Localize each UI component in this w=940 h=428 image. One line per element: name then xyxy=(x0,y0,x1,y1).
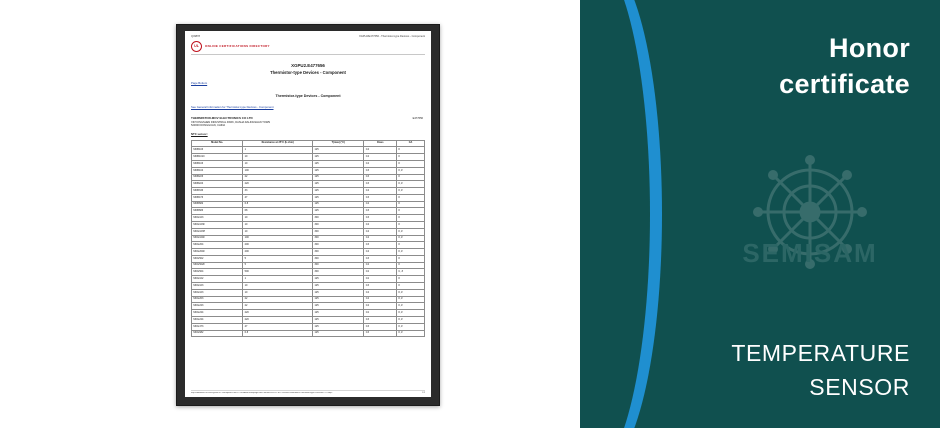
table-cell: # xyxy=(397,242,425,249)
table-cell: C3 xyxy=(364,181,397,188)
table-cell: C4 xyxy=(364,289,397,296)
table-cell: C4 xyxy=(364,296,397,303)
table-cell: 125 xyxy=(313,316,364,323)
table-cell: 300 xyxy=(313,222,364,229)
table-cell: C3 xyxy=(364,242,397,249)
table-cell: MNG203 xyxy=(192,296,243,303)
table-cell: 10 xyxy=(243,283,313,290)
section-heading: Thermistor-type Devices - Component xyxy=(275,93,341,98)
footer-page-number: 1/2 xyxy=(422,392,425,395)
table-cell: 125 xyxy=(313,303,364,310)
table-cell: 6.8 xyxy=(243,330,313,337)
table-row xyxy=(192,255,425,262)
table-cell: 300 xyxy=(313,269,364,276)
table-cell: 10 xyxy=(243,289,313,296)
table-cell: MNB223 xyxy=(192,174,243,181)
table-cell: #, # xyxy=(397,188,425,195)
table-cell: # xyxy=(397,154,425,161)
table-cell: 220 xyxy=(243,181,313,188)
table-cell: C4 xyxy=(364,188,397,195)
table-cell: MNG104F xyxy=(192,235,243,242)
honor-title-line1: Honor xyxy=(829,33,910,63)
document-page xyxy=(185,31,431,397)
ship-wheel-icon xyxy=(700,150,920,300)
table-cell: 125 xyxy=(313,174,364,181)
footer-url: http://database.ul.com/cgi-bin/XYV/template/LISEXT/1FRAME/showpage.html?name=XGPU2.E477656&ccnshorttitle=Thermistor-type+Devices+-+Comp... xyxy=(191,392,334,395)
table-cell: MNB103 xyxy=(192,147,243,154)
table-row xyxy=(192,242,425,249)
table-cell: 125 xyxy=(313,194,364,201)
table-cell: #, # xyxy=(397,167,425,174)
table-cell: 68 xyxy=(243,208,313,215)
table-cell: 22 xyxy=(243,303,313,310)
table-cell: MNG204 xyxy=(192,242,243,249)
table-cell: 10 xyxy=(243,215,313,222)
table-row xyxy=(192,181,425,188)
table-row xyxy=(192,160,425,167)
table-cell: 300 xyxy=(313,242,364,249)
table-cell: C4 xyxy=(364,303,397,310)
document-frame xyxy=(176,24,440,406)
column-header-tmax: T(max) (°C) xyxy=(313,140,364,147)
table-row xyxy=(192,188,425,195)
table-cell: C4 xyxy=(364,201,397,208)
table-cell: 300 xyxy=(313,249,364,256)
table-cell: 125 xyxy=(313,160,364,167)
table-row xyxy=(192,208,425,215)
table-cell: 300 xyxy=(313,215,364,222)
table-cell: 47 xyxy=(243,194,313,201)
right-teal-panel xyxy=(580,0,940,428)
table-row xyxy=(192,310,425,317)
table-cell: 125 xyxy=(313,188,364,195)
table-row xyxy=(192,194,425,201)
table-cell: 125 xyxy=(313,201,364,208)
table-cell: #, # xyxy=(397,303,425,310)
table-cell: # xyxy=(397,222,425,229)
table-cell: C4 xyxy=(364,249,397,256)
table-cell: MNB103 xyxy=(192,160,243,167)
table-cell: MNG504 xyxy=(192,269,243,276)
company-block xyxy=(191,117,425,127)
table-cell: MNB104 xyxy=(192,167,243,174)
table-cell: MNB333 xyxy=(192,188,243,195)
table-cell: C4 xyxy=(364,222,397,229)
table-cell: MNG473 xyxy=(192,323,243,330)
honor-certificate-title xyxy=(779,30,910,102)
table-cell: 125 xyxy=(313,181,364,188)
table-cell: MNG103 xyxy=(192,215,243,222)
table-row xyxy=(192,303,425,310)
panel-content xyxy=(580,0,940,428)
table-cell: 300 xyxy=(313,255,364,262)
table-row xyxy=(192,222,425,229)
company-address-line1: XINYONGSHEN INDUSTRIAL PARK, DASHA DALINGSHAN TOWN xyxy=(191,120,271,124)
table-cell: 125 xyxy=(313,330,364,337)
table-cell: 10 xyxy=(243,228,313,235)
table-cell: MNG224 xyxy=(192,310,243,317)
table-cell: 125 xyxy=(313,296,364,303)
table-cell: #, # xyxy=(397,249,425,256)
company-name: THERMISTOR-MOV ELECTRONICS CO LTD xyxy=(191,115,253,120)
table-cell: C, # xyxy=(397,269,425,276)
table-cell: 300 xyxy=(313,235,364,242)
table-row xyxy=(192,228,425,235)
table-row xyxy=(192,174,425,181)
table-cell: 125 xyxy=(313,167,364,174)
product-title-line1: TEMPERATURE xyxy=(731,340,910,366)
table-cell: C3 xyxy=(364,215,397,222)
table-row xyxy=(192,323,425,330)
table-cell: 125 xyxy=(313,323,364,330)
table-cell: #, # xyxy=(397,289,425,296)
table-cell: MNG224 xyxy=(192,316,243,323)
table-cell: # xyxy=(397,255,425,262)
column-header-model: Model No. xyxy=(192,140,243,147)
table-row xyxy=(192,147,425,154)
table-cell: 22 xyxy=(243,296,313,303)
table-cell: 10 xyxy=(243,222,313,229)
table-cell: C3 xyxy=(364,323,397,330)
table-row xyxy=(192,154,425,161)
table-cell: MNG102 xyxy=(192,276,243,283)
table-cell: MNG223 xyxy=(192,303,243,310)
table-row xyxy=(192,330,425,337)
table-cell: 5 xyxy=(243,255,313,262)
table-cell: # xyxy=(397,215,425,222)
table-row xyxy=(192,269,425,276)
table-cell: MNB473 xyxy=(192,194,243,201)
table-cell: 6.8 xyxy=(243,201,313,208)
table-cell: #, # xyxy=(397,235,425,242)
table-cell: #, # xyxy=(397,310,425,317)
table-cell: C3 xyxy=(364,194,397,201)
table-cell: #, # xyxy=(397,181,425,188)
table-cell: 125 xyxy=(313,276,364,283)
table-cell: 125 xyxy=(313,147,364,154)
product-title-line2: SENSOR xyxy=(809,374,910,400)
table-cell: C4 xyxy=(364,147,397,154)
document-code: XGPU2.E477656 xyxy=(291,63,325,69)
table-row xyxy=(192,235,425,242)
table-cell: C4 xyxy=(364,228,397,235)
table-cell: # xyxy=(397,147,425,154)
table-cell: 22 xyxy=(243,174,313,181)
table-cell: 100 xyxy=(243,235,313,242)
table-cell: MNG502 xyxy=(192,255,243,262)
table-row xyxy=(192,283,425,290)
table-cell: 5 xyxy=(243,262,313,269)
ul-directory-title: ONLINE CERTIFICATIONS DIRECTORY xyxy=(205,43,270,48)
table-cell: 125 xyxy=(313,310,364,317)
table-cell: #, # xyxy=(397,296,425,303)
table-cell: C3 xyxy=(364,208,397,215)
company-address-line2: 523000 DONGGUAN, CHINA xyxy=(191,123,226,127)
table-row xyxy=(192,276,425,283)
table-row xyxy=(192,249,425,256)
general-information-link[interactable]: See General Information for Thermistor-type Devices - Component xyxy=(191,105,274,110)
table-cell: 125 xyxy=(313,289,364,296)
column-header-ca: CA xyxy=(397,140,425,147)
table-cell: C2 xyxy=(364,310,397,317)
brand-name: SEMISAM xyxy=(742,238,878,268)
table-cell: MNG103 xyxy=(192,289,243,296)
file-number: E477656 xyxy=(412,116,423,120)
table-cell: MNG103F xyxy=(192,222,243,229)
table-cell: MNG502F xyxy=(192,262,243,269)
table-cell: 220 xyxy=(243,310,313,317)
table-cell: C3 xyxy=(364,167,397,174)
table-row xyxy=(192,215,425,222)
table-cell: #, # xyxy=(397,316,425,323)
table-cell: 125 xyxy=(313,154,364,161)
table-cell: 200 xyxy=(243,249,313,256)
table-cell: 1 xyxy=(243,276,313,283)
table-cell: 125 xyxy=(313,208,364,215)
table-cell: # xyxy=(397,283,425,290)
table-row xyxy=(192,296,425,303)
table-row xyxy=(192,316,425,323)
table-cell: 33 xyxy=(243,188,313,195)
table-cell: 47 xyxy=(243,323,313,330)
document-subtitle: Thermistor-type Devices - Component xyxy=(270,70,346,76)
table-cell: C4 xyxy=(364,262,397,269)
specification-table xyxy=(191,140,425,338)
table-cell: C4 xyxy=(364,154,397,161)
ul-logo-icon: UL xyxy=(191,41,202,52)
table-cell: MNG682 xyxy=(192,330,243,337)
table-cell: MNB1010 xyxy=(192,154,243,161)
table-body xyxy=(192,147,425,337)
table-cell: C4 xyxy=(364,235,397,242)
table-cell: #, # xyxy=(397,330,425,337)
document-title-block xyxy=(191,63,425,75)
table-cell: 220 xyxy=(243,316,313,323)
table-row xyxy=(192,167,425,174)
table-cell: C2 xyxy=(364,276,397,283)
table-cell: 500 xyxy=(243,269,313,276)
table-cell: MNG204F xyxy=(192,249,243,256)
table-cell: # xyxy=(397,276,425,283)
table-cell: # xyxy=(397,174,425,181)
table-cell: C3 xyxy=(364,283,397,290)
table-cell: # xyxy=(397,208,425,215)
table-cell: 100 xyxy=(243,167,313,174)
table-cell: MNG103 xyxy=(192,283,243,290)
browser-left-label: QIN878 xyxy=(191,35,200,38)
table-cell: # xyxy=(397,160,425,167)
table-cell: 10 xyxy=(243,154,313,161)
table-cell: C3 xyxy=(364,316,397,323)
table-cell: 200 xyxy=(243,242,313,249)
table-cell: # xyxy=(397,194,425,201)
table-cell: MNB683 xyxy=(192,208,243,215)
table-row xyxy=(192,262,425,269)
brand-watermark xyxy=(700,150,920,300)
table-cell: 300 xyxy=(313,262,364,269)
page-bottom-link[interactable]: Page Bottom xyxy=(191,81,208,86)
honor-title-line2: certificate xyxy=(779,69,910,99)
table-label: NTC sensor: xyxy=(191,132,208,137)
table-cell: MNG103H xyxy=(192,228,243,235)
table-header-row xyxy=(192,140,425,147)
table-cell: C3 xyxy=(364,174,397,181)
table-cell: # xyxy=(397,201,425,208)
table-cell: # xyxy=(397,262,425,269)
product-category-title xyxy=(731,336,910,404)
table-row xyxy=(192,201,425,208)
table-row xyxy=(192,289,425,296)
table-cell: MNB224 xyxy=(192,181,243,188)
table-cell: #, # xyxy=(397,323,425,330)
table-cell: 10 xyxy=(243,160,313,167)
browser-page-title: XGPU2/E477656 - Thermistor-type Devices - Component xyxy=(359,35,425,38)
table-cell: C2 xyxy=(364,269,397,276)
table-cell: #, # xyxy=(397,228,425,235)
table-cell: C3 xyxy=(364,330,397,337)
ul-directory-header xyxy=(191,41,425,55)
table-cell: C4 xyxy=(364,160,397,167)
table-cell: MNB682 xyxy=(192,201,243,208)
table-cell: C3 xyxy=(364,255,397,262)
table-cell: 300 xyxy=(313,228,364,235)
column-header-class: Class xyxy=(364,140,397,147)
document-footer xyxy=(191,390,425,395)
column-header-resistance: Resistance at 25°C (k ohm) xyxy=(243,140,313,147)
table-cell: 125 xyxy=(313,283,364,290)
table-cell: 1 xyxy=(243,147,313,154)
